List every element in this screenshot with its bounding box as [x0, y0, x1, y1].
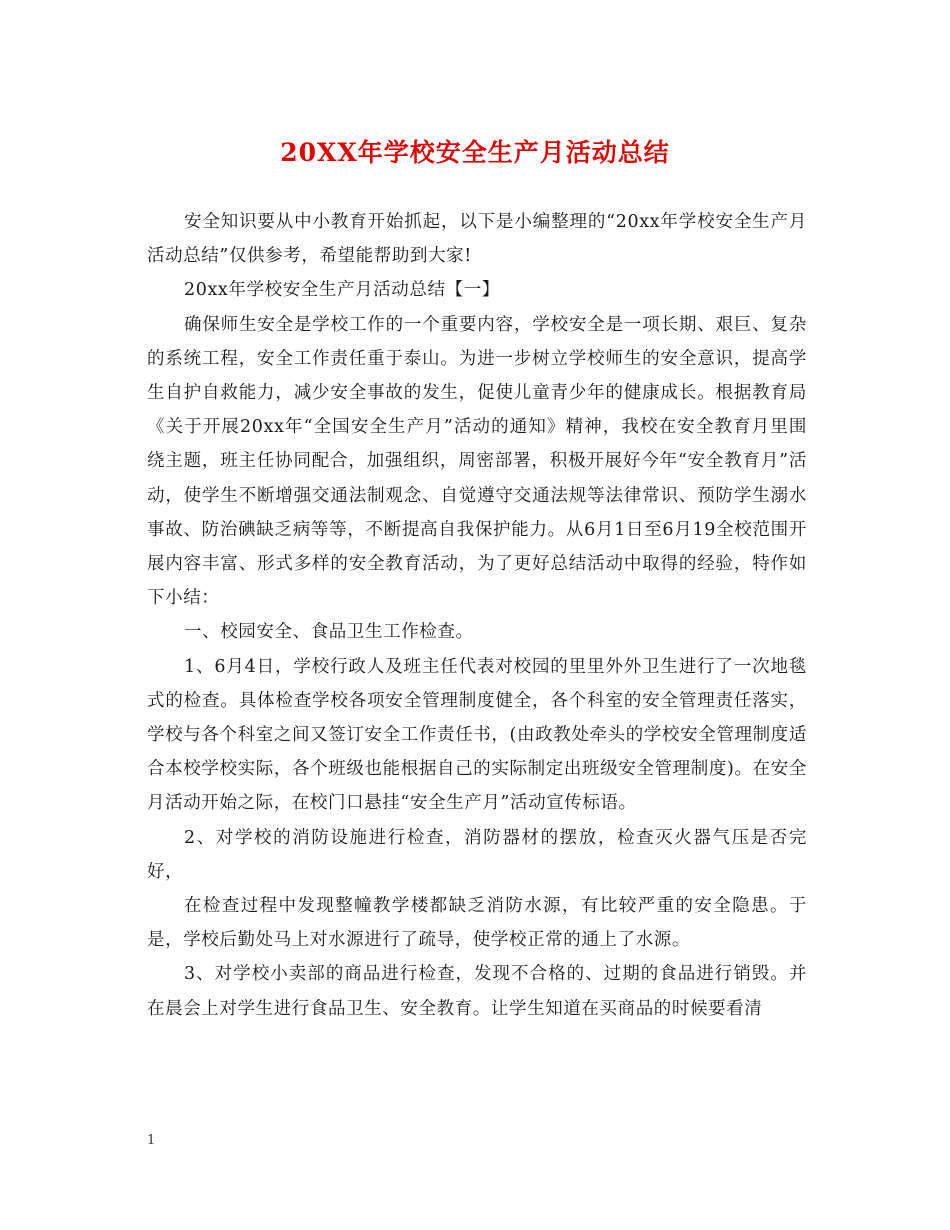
body-paragraph: 确保师生安全是学校工作的一个重要内容，学校安全是一项长期、艰巨、复杂的系统工程，安全工作责任重于泰山。为进一步树立学校师生的安全意识，提高学生自护自救能力，减少安全事故的发生，促使儿童青少年的健康成长。根据教育局《关于开展20xx年“全国安全生产月”活动的通知》精神，我校在安全教育月里围绕主题，班主任协同配合，加强组织，周密部署，积极开展好今年“安全教育月”活动，使学生不断增强交通法制观念、自觉遵守交通法规等法律常识、预防学生溺水事故、防治碘缺乏病等等，不断提高自我保护能力。从6月1日至6月19全校范围开展内容丰富、形式多样的安全教育活动，为了更好总结活动中取得的经验，特作如下小结： — [147, 314, 807, 609]
body-paragraph: 在检查过程中发现整幢教学楼都缺乏消防水源，有比较严重的安全隐患。于是，学校后勤处马上对水源进行了疏导，使学校正常的通上了水源。 — [147, 896, 807, 951]
page-number: 1 — [147, 1133, 156, 1148]
body-paragraph: 1、6月4日，学校行政人及班主任代表对校园的里里外外卫生进行了一次地毯式的检查。具体检查学校各项安全管理制度健全，各个科室的安全管理责任落实，学校与各个科室之间又签订安全工作责任书，(由政教处牵头的学校安全管理制度适合本校学校实际，各个班级也能根据自己的实际制定出班级安全管理制度)。在安全月活动开始之际，在校门口悬挂“安全生产月”活动宣传标语。 — [147, 656, 807, 814]
document-body — [147, 205, 807, 1026]
subsection-heading: 一、校园安全、食品卫生工作检查。 — [184, 622, 474, 643]
body-paragraph: 2、对学校的消防设施进行检查，消防器材的摆放，检查灭火器气压是否完好， — [147, 827, 807, 882]
intro-paragraph: 安全知识要从中小教育开始抓起，以下是小编整理的“20xx年学校安全生产月活动总结”仅供参考，希望能帮助到大家! — [147, 212, 807, 267]
body-paragraph: 3、对学校小卖部的商品进行检查，发现不合格的、过期的食品进行销毁。并在晨会上对学生进行食品卫生、安全教育。让学生知道在买商品的时候要看清 — [147, 964, 807, 1019]
section-heading: 20xx年学校安全生产月活动总结【一】 — [184, 280, 500, 301]
document-title: 20XX年学校安全生产月活动总结 — [280, 138, 670, 167]
